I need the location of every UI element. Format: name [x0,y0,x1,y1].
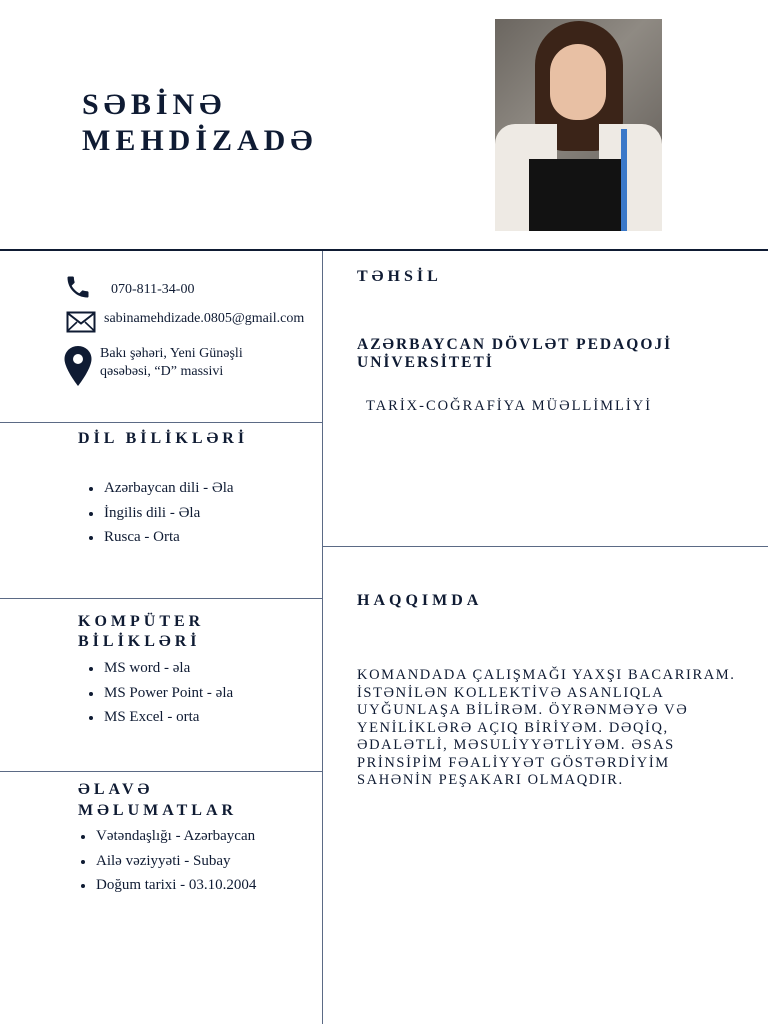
computer-heading-line-2: BİLİKLƏRİ [78,633,201,650]
address-line-1: Bakı şəhəri, Yeni Günəşli [100,346,243,361]
computer-list [78,656,233,730]
list-item: MS word - əla [78,656,233,681]
divider-contact [0,422,322,423]
list-item: Vətəndaşlığı - Azərbaycan [70,824,256,849]
specialty: TARİX-COĞRAFİYA MÜƏLLİMLİYİ [366,398,653,414]
list-item: Azərbaycan dili - Əla [78,476,234,501]
divider-education [323,546,768,547]
extra-heading-line-2: MƏLUMATLAR [78,802,238,819]
extra-list [70,824,256,898]
languages-heading: DİL BİLİKLƏRİ [78,430,249,447]
address-line-2: qəsəbəsi, “D” massivi [100,364,224,379]
extra-heading-line-1: ƏLAVƏ [78,781,154,798]
first-name: SƏBİNƏ [82,88,227,121]
divider-computer [0,771,322,772]
last-name: MEHDİZADƏ [82,124,318,157]
divider-languages [0,598,322,599]
header-divider [0,249,768,251]
profile-photo [495,19,662,231]
university-name: AZƏRBAYCAN DÖVLƏT PEDAQOJİ UNİVERSİTETİ [357,336,673,371]
phone-number[interactable]: 070-811-34-00 [111,282,195,297]
location-pin-icon [63,345,93,387]
about-heading: HAQQIMDA [357,592,483,609]
column-divider [322,251,323,1024]
email-address[interactable]: sabinamehdizade.0805@gmail.com [104,311,305,326]
mail-icon [66,311,96,333]
education-heading: TƏHSİL [357,268,442,285]
about-text: KOMANDADA ÇALIŞMAĞI YAXŞI BACARIRAM. İSTƏNİLƏN KOLLEKTİVƏ ASANLIQLA UYĞUNLAŞA BİLİRƏM. ÖYRƏNMƏYƏ VƏ YENİLİKLƏRƏ AÇIQ BİRİYƏM. DƏQİQ, ƏDALƏTLİ, MƏSULİYYƏTLİYƏM. ƏSAS PRİNSİPİM FƏALİYYƏT GÖSTƏRDİYİM SAHƏNİN PEŞAKARI OLMAQDIR. [357,667,736,788]
computer-heading-line-1: KOMPÜTER [78,613,205,630]
languages-list [78,476,234,550]
list-item: Ailə vəziyyəti - Subay [70,849,256,874]
list-item: MS Power Point - əla [78,681,233,706]
list-item: Rusca - Orta [78,525,234,550]
list-item: İngilis dili - Əla [78,501,234,526]
list-item: MS Excel - orta [78,705,233,730]
phone-icon [64,273,92,301]
list-item: Doğum tarixi - 03.10.2004 [70,873,256,898]
